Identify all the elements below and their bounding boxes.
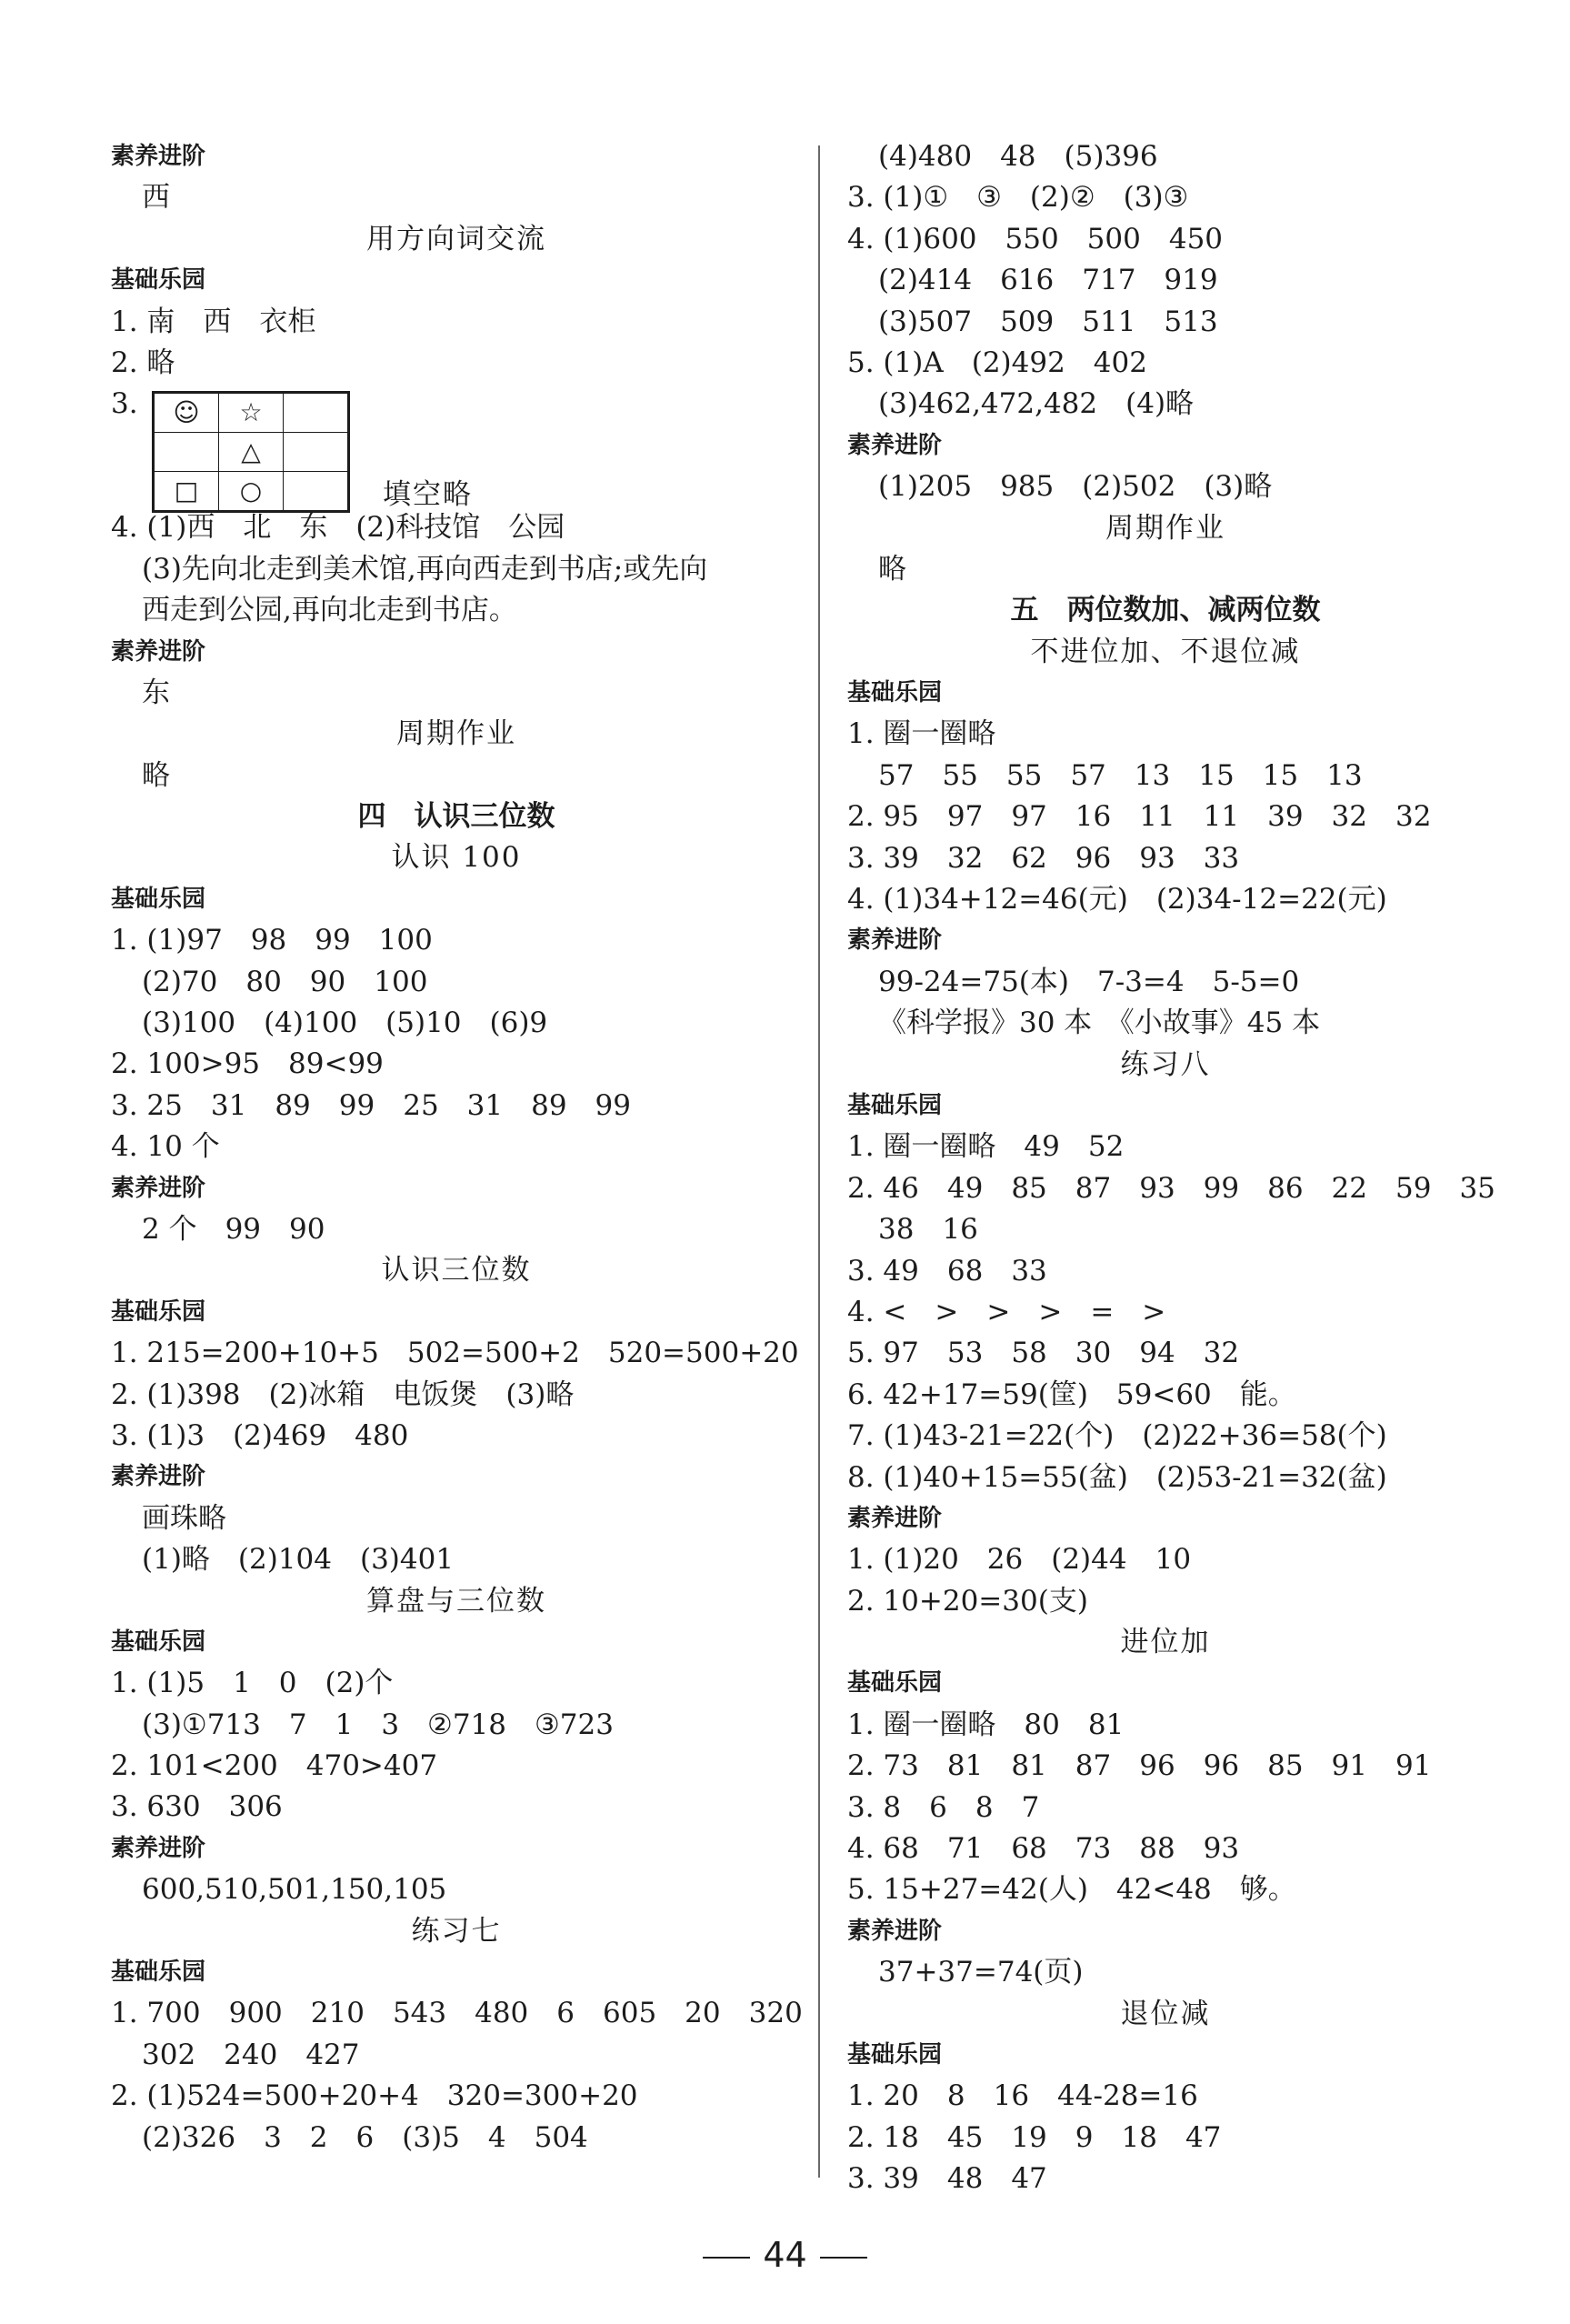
section-heading: 基础乐园 [111, 1958, 206, 1987]
answer-line: 2. 95 97 97 16 11 11 39 32 32 [847, 800, 1432, 834]
footer-dash-right [820, 2257, 867, 2259]
section-heading: 基础乐园 [111, 266, 206, 295]
grid-cell-triangle-icon: △ [219, 433, 284, 472]
answer-line: 3. 49 68 33 [847, 1254, 1047, 1287]
answer-line: 4. (1)西 北 东 (2)科技馆 公园 [111, 511, 565, 545]
answer-line: (3)先向北走到美术馆,再向西走到书店;或先向 [142, 552, 708, 586]
left-column [111, 136, 802, 2159]
grid-note: 填空略 [383, 478, 473, 512]
answer-line: 4. 10 个 [111, 1130, 220, 1164]
answer-line: 2. 73 81 81 87 96 96 85 91 91 [847, 1749, 1432, 1783]
answer-line: 5. 97 53 58 30 94 32 [847, 1337, 1240, 1370]
answer-line: 3. 39 32 62 96 93 33 [847, 841, 1240, 875]
lesson-title: 练习八 [1120, 1047, 1211, 1081]
answer-line: 302 240 427 [142, 2038, 360, 2071]
right-column [847, 136, 1495, 2200]
lesson-title: 认识三位数 [381, 1254, 532, 1287]
section-heading: 素养进阶 [111, 637, 206, 666]
lesson-title: 退位减 [1120, 1997, 1211, 2030]
section-heading: 基础乐园 [111, 1297, 206, 1326]
answer-line: 1. 圈一圈略 [847, 717, 996, 751]
answer-line: (3)462,472,482 (4)略 [878, 387, 1195, 421]
answer-line: (1)205 985 (2)502 (3)略 [878, 470, 1273, 504]
answer-line: 3. (1)① ③ (2)② (3)③ [847, 181, 1189, 215]
section-heading: 素养进阶 [111, 1834, 206, 1862]
answer-line: 1. 20 8 16 44-28=16 [847, 2079, 1198, 2113]
answer-line: 600,510,501,150,105 [142, 1873, 447, 1907]
answer-line: 5. (1)A (2)492 402 [847, 346, 1147, 379]
lesson-title: 算盘与三位数 [366, 1584, 546, 1618]
answer-line: 2. 18 45 19 9 18 47 [847, 2120, 1222, 2154]
section-heading: 基础乐园 [111, 1628, 206, 1656]
grid-cell [284, 472, 349, 512]
answer-line: (2)70 80 90 100 [142, 965, 428, 998]
section-heading: 基础乐园 [847, 1091, 943, 1119]
answer-line: 1. 圈一圈略 49 52 [847, 1130, 1125, 1164]
answer-line: 画珠略 [142, 1501, 226, 1535]
section-heading: 基础乐园 [847, 1669, 943, 1698]
section-heading: 基础乐园 [847, 679, 943, 707]
section-heading: 素养进阶 [847, 431, 943, 459]
answer-line: 1. 圈一圈略 80 81 [847, 1708, 1125, 1741]
section-heading: 基础乐园 [111, 885, 206, 913]
answer-line: 3. 39 48 47 [847, 2162, 1047, 2196]
section-heading: 素养进阶 [847, 1917, 943, 1945]
answer-line: 2. 46 49 85 87 93 99 86 22 59 35 [847, 1171, 1495, 1205]
answer-line: (4)480 48 (5)396 [878, 140, 1158, 173]
answer-line: 1. (1)5 1 0 (2)个 [111, 1667, 394, 1700]
answer-line: 1. 南 西 衣柜 [111, 305, 316, 338]
grid-wrap [152, 391, 473, 513]
answer-line: (2)414 616 717 919 [878, 264, 1218, 297]
answer-line: 4. (1)600 550 500 450 [847, 222, 1224, 255]
answer-line: 2. 101<200 470>407 [111, 1749, 438, 1783]
section-heading: 素养进阶 [847, 927, 943, 955]
section-heading: 基础乐园 [847, 2040, 943, 2069]
answer-line: 5. 15+27=42(人) 42<48 够。 [847, 1873, 1296, 1907]
answer-grid-item [111, 384, 802, 512]
answer-line: 3. (1)3 (2)469 480 [111, 1418, 409, 1452]
answer-line: 4. < > > > = > [847, 1295, 1166, 1328]
chapter-title: 五 两位数加、减两位数 [1010, 594, 1321, 627]
position-grid [152, 391, 350, 513]
answer-line: (1)略 (2)104 (3)401 [142, 1543, 455, 1577]
grid-cell-circle-icon: ○ [219, 472, 284, 512]
grid-cell [284, 393, 349, 433]
page-footer [0, 2235, 1570, 2275]
chapter-title: 四 认识三位数 [357, 800, 555, 834]
lesson-title: 不进位加、不退位减 [1030, 635, 1301, 668]
answer-line: 1. 700 900 210 543 480 6 605 20 320 [111, 1997, 803, 2030]
section-heading: 素养进阶 [111, 1174, 206, 1202]
grid-cell [284, 433, 349, 472]
answer-line: 4. 68 71 68 73 88 93 [847, 1832, 1240, 1866]
answer-line: 东 [142, 676, 170, 709]
answer-line: 3. 8 6 8 7 [847, 1790, 1040, 1824]
answer-line: 2. 10+20=30(支) [847, 1584, 1088, 1618]
answer-line: 2. 略 [111, 346, 175, 379]
grid-cell-square-icon: □ [154, 472, 219, 512]
answer-line: 1. 215=200+10+5 502=500+2 520=500+20 [111, 1337, 799, 1370]
answer-line: (3)100 (4)100 (5)10 (6)9 [142, 1007, 548, 1040]
lesson-title: 周期作业 [396, 717, 516, 751]
answer-line: 西 [142, 181, 170, 215]
footer-dash-left [703, 2257, 750, 2259]
lesson-title: 用方向词交流 [366, 222, 546, 255]
answer-line: 99-24=75(本) 7-3=4 5-5=0 [878, 965, 1300, 998]
answer-line: 3. 25 31 89 99 25 31 89 99 [111, 1088, 632, 1122]
answer-line: 略 [878, 552, 906, 586]
answer-line: 7. (1)43-21=22(个) (2)22+36=58(个) [847, 1419, 1387, 1453]
answer-line: 38 16 [878, 1213, 978, 1247]
column-divider [818, 145, 820, 2178]
answer-line: 《科学报》30 本 《小故事》45 本 [878, 1007, 1321, 1040]
lesson-title: 进位加 [1120, 1626, 1211, 1659]
answer-line: (3)507 509 511 513 [878, 305, 1218, 338]
answer-line: 2. (1)398 (2)冰箱 电饭煲 (3)略 [111, 1377, 575, 1411]
section-heading: 素养进阶 [847, 1504, 943, 1532]
answer-line: 4. (1)34+12=46(元) (2)34-12=22(元) [847, 883, 1387, 917]
answer-line: 2. (1)524=500+20+4 320=300+20 [111, 2079, 638, 2113]
answer-line: 1. (1)97 98 99 100 [111, 924, 433, 957]
answer-line: 略 [142, 758, 170, 792]
answer-line: (2)326 3 2 6 (3)5 4 504 [142, 2120, 588, 2154]
answer-line: 37+37=74(页) [878, 1956, 1084, 1989]
grid-cell [154, 433, 219, 472]
answer-line: 6. 42+17=59(筐) 59<60 能。 [847, 1377, 1296, 1411]
grid-cell-star-icon: ☆ [219, 393, 284, 433]
lesson-title: 练习七 [411, 1914, 502, 1948]
answer-line: 2 个 99 90 [142, 1212, 325, 1246]
answer-line: 2. 100>95 89<99 [111, 1047, 384, 1081]
section-heading: 素养进阶 [111, 143, 206, 170]
grid-cell-smiley-icon: ☺ [154, 393, 219, 433]
answer-line: 8. (1)40+15=55(盆) (2)53-21=32(盆) [847, 1460, 1387, 1494]
answer-line: 1. (1)20 26 (2)44 10 [847, 1543, 1192, 1577]
answer-line: 3. 630 306 [111, 1790, 283, 1824]
answer-line: (3)①713 7 1 3 ②718 ③723 [142, 1708, 614, 1741]
answer-line: 57 55 55 57 13 15 15 13 [878, 758, 1363, 792]
lesson-title: 周期作业 [1105, 511, 1225, 545]
lesson-title: 认识 100 [391, 841, 522, 875]
page-number: 44 [763, 2235, 807, 2275]
section-heading: 素养进阶 [111, 1463, 206, 1491]
answer-line: 西走到公园,再向北走到书店。 [142, 594, 517, 627]
answer-number: 3. [111, 387, 138, 421]
